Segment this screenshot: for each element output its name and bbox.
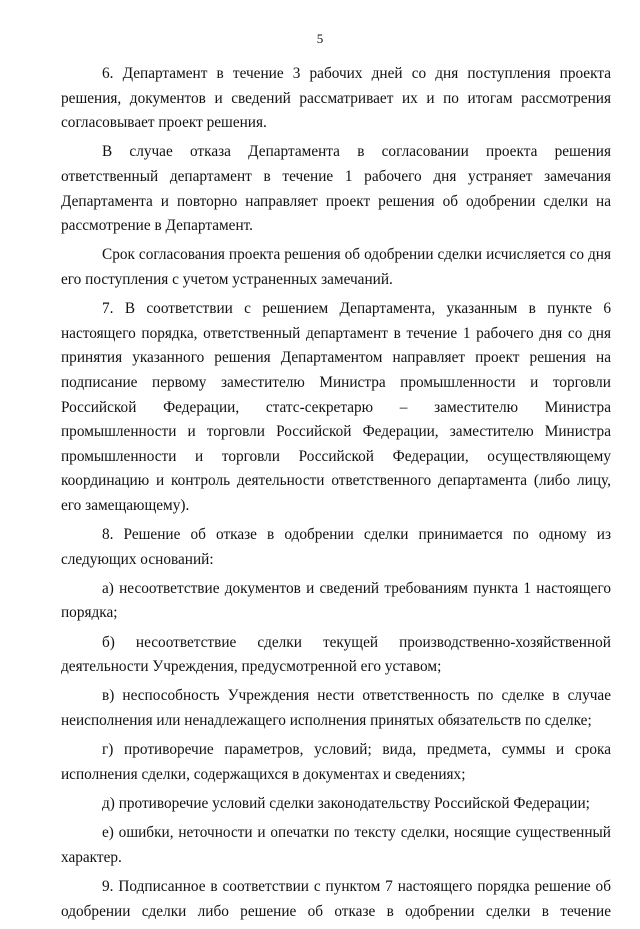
list-item-a: а) несоответствие документов и сведений требованиям пункта 1 настоящего порядка; — [61, 579, 611, 622]
paragraph-approval-term: Срок согласования проекта решения об одобрении сделки исчисляется со дня его поступления с учетом устраненных замечаний. — [61, 246, 611, 288]
list-item-d: д) противоречие условий сделки законодательству Российской Федерации; — [102, 794, 590, 812]
list-item-b: б) несоответствие сделки текущей производственно-хозяйственной деятельности Учреждения, предусмотренной его уставом; — [61, 633, 611, 676]
list-item-v: в) неспособность Учреждения нести ответственность по сделке в случае неисполнения или ненадлежащего исполнения принятых обязательств по сделке; — [61, 687, 611, 729]
paragraph-8: 8. Решение об отказе в одобрении сделки принимается по одному из следующих оснований: — [61, 526, 611, 568]
list-item-e: е) ошибки, неточности и опечатки по тексту сделки, носящие существенный характер. — [61, 824, 611, 866]
list-item-g: г) противоречие параметров, условий; вида, предмета, суммы и срока исполнения сделки, содержащихся в документах и сведениях; — [61, 741, 611, 783]
paragraph-7: 7. В соответствии с решением Департамента, указанным в пункте 6 настоящего порядка, ответственный департамент в течение 1 рабочего дня со дня принятия указанного решения Департаментом направляет проект решения на подписание первому заместителю Министра промышленности и торговли Российской Федерации, статс-секретарю – заместителю Министра промышленности и торговли Российской Федерации, заместителю Министра промышленности и торговли Российской Федерации, осуществляющему координацию и контроль деятельности ответственного департамента (либо лицу, его замещающему). — [61, 300, 611, 514]
page-number: 5 — [316, 31, 324, 46]
paragraph-9: 9. Подписанное в соответствии с пунктом 7 настоящего порядка решение об одобрении сделки либо решение об отказе в одобрении сделки в течение — [61, 877, 611, 920]
paragraph-refusal-case: В случае отказа Департамента в согласовании проекта решения ответственный департамент в течение 1 рабочего дня устраняет замечания Департамента и повторно направляет проект решения об одобрении сделки на рассмотрение в Департамент. — [61, 143, 611, 235]
document-body — [61, 62, 611, 929]
paragraph-6: 6. Департамент в течение 3 рабочих дней со дня поступления проекта решения, документов и сведений рассматривает их и по итогам рассмотрения согласовывает проект решения. — [61, 65, 611, 132]
